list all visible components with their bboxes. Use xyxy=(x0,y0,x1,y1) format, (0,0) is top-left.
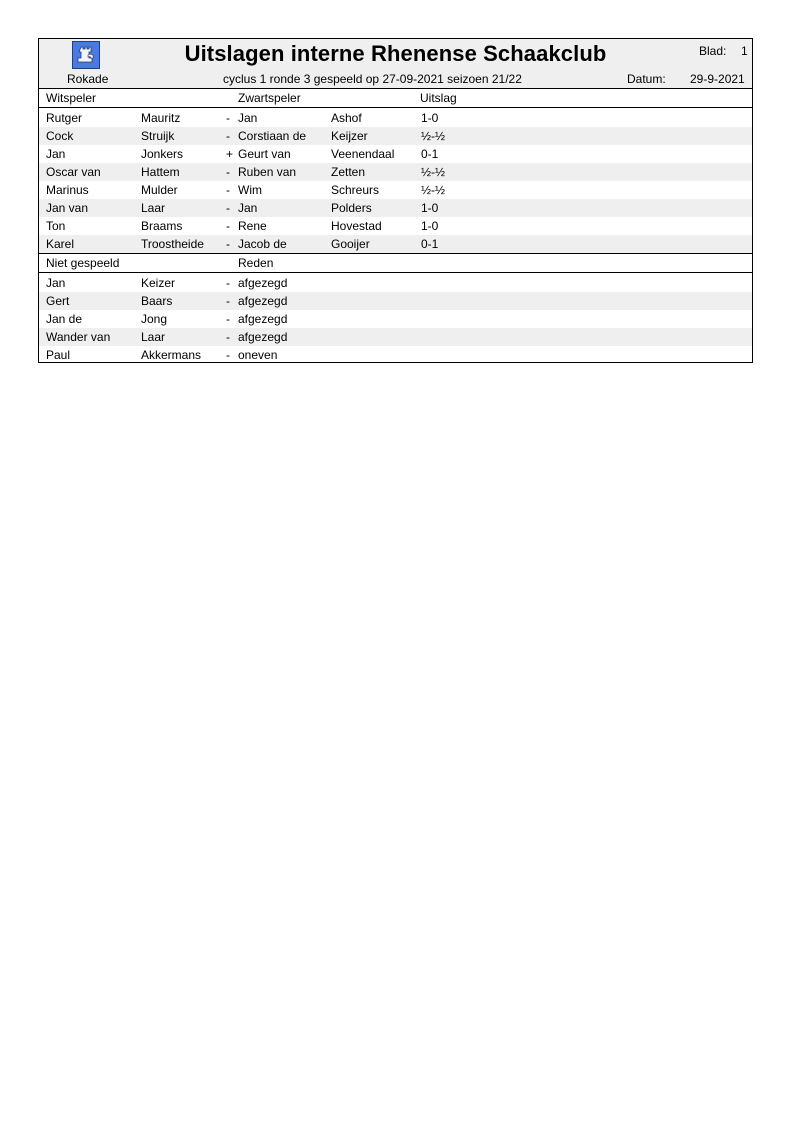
cell-w-first: Karel xyxy=(46,237,75,251)
cell-w-first: Jan van xyxy=(46,201,89,215)
cell-sign: - xyxy=(226,276,230,290)
cell-last: Laar xyxy=(141,330,166,344)
cell-first: Jan de xyxy=(46,312,83,326)
cell-result: 0-1 xyxy=(421,147,439,161)
cell-w-first: Oscar van xyxy=(46,165,101,179)
cell-result: ½-½ xyxy=(421,165,446,179)
cell-b-last: Schreurs xyxy=(331,183,380,197)
cell-w-last: Mauritz xyxy=(141,111,181,125)
cell-result: ½-½ xyxy=(421,129,446,143)
results-header-row xyxy=(39,89,752,107)
cell-b-first: Rene xyxy=(238,219,267,233)
divider xyxy=(39,107,752,108)
cell-result: 0-1 xyxy=(421,237,439,251)
cell-sign: - xyxy=(226,348,230,362)
cell-b-last: Hovestad xyxy=(331,219,382,233)
cell-w-first: Rutger xyxy=(46,111,83,125)
cell-sign: - xyxy=(226,294,230,308)
cell-sign: - xyxy=(226,312,230,326)
cell-sign: - xyxy=(226,219,230,233)
cell-reason: afgezegd xyxy=(238,330,288,344)
cell-result: 1-0 xyxy=(421,219,439,233)
cell-result: 1-0 xyxy=(421,111,439,125)
cell-b-first: Wim xyxy=(238,183,262,197)
cell-b-last: Veenendaal xyxy=(331,147,395,161)
cell-b-last: Gooijer xyxy=(331,237,370,251)
cell-w-last: Braams xyxy=(141,219,183,233)
cell-sign: - xyxy=(226,201,230,215)
cell-result: 1-0 xyxy=(421,201,439,215)
cell-w-first: Cock xyxy=(46,129,74,143)
cell-result: ½-½ xyxy=(421,183,446,197)
cell-first: Gert xyxy=(46,294,70,308)
cell-w-last: Jonkers xyxy=(141,147,184,161)
cell-sign: - xyxy=(226,330,230,344)
cell-first: Jan xyxy=(46,276,66,290)
table-row xyxy=(39,235,752,253)
table-row xyxy=(39,199,752,217)
cell-last: Jong xyxy=(141,312,168,326)
cell-reason: afgezegd xyxy=(238,312,288,326)
cell-sign: + xyxy=(226,147,234,161)
page-title: Uitslagen interne Rhenense Schaakclub xyxy=(184,41,607,66)
table-row xyxy=(39,181,752,199)
cell-w-first: Ton xyxy=(46,219,66,233)
table-row xyxy=(39,274,752,292)
cell-b-last: Ashof xyxy=(331,111,362,125)
cell-b-first: Jan xyxy=(238,111,258,125)
datum-value: 29-9-2021 xyxy=(690,72,745,86)
cell-b-last: Polders xyxy=(331,201,372,215)
cell-b-first: Geurt van xyxy=(238,147,291,161)
round-subtitle: cyclus 1 ronde 3 gespeeld op 27-09-2021 seizoen 21/22 xyxy=(223,72,522,86)
cell-w-first: Marinus xyxy=(46,183,89,197)
cell-first: Paul xyxy=(46,348,71,362)
table-row xyxy=(39,310,752,328)
table-row xyxy=(39,163,752,181)
cell-b-first: Corstiaan de xyxy=(238,129,307,143)
cell-sign: - xyxy=(226,165,230,179)
cell-last: Akkermans xyxy=(141,348,202,362)
blad-value: 1 xyxy=(741,44,748,58)
cell-b-last: Zetten xyxy=(331,165,366,179)
cell-w-first: Jan xyxy=(46,147,66,161)
table-row xyxy=(39,127,752,145)
col-white-header: Witspeler xyxy=(46,91,97,105)
cell-b-first: Ruben van xyxy=(238,165,297,179)
not-played-header-row xyxy=(39,254,752,272)
cell-sign: - xyxy=(226,183,230,197)
cell-b-first: Jan xyxy=(238,201,258,215)
cell-w-last: Laar xyxy=(141,201,166,215)
table-row xyxy=(39,346,752,364)
col-result-header: Uitslag xyxy=(420,91,457,105)
datum-label: Datum: xyxy=(627,72,666,86)
cell-sign: - xyxy=(226,129,230,143)
blad-label: Blad: xyxy=(699,44,727,58)
table-row xyxy=(39,292,752,310)
club-name: Rokade xyxy=(67,72,109,86)
table-row xyxy=(39,328,752,346)
table-row xyxy=(39,145,752,163)
cell-last: Keizer xyxy=(141,276,176,290)
sheet-header xyxy=(39,39,752,89)
col-not-played-header: Niet gespeeld xyxy=(46,256,120,270)
cell-w-last: Struijk xyxy=(141,129,175,143)
cell-reason: afgezegd xyxy=(238,276,288,290)
col-black-header: Zwartspeler xyxy=(238,91,301,105)
cell-b-first: Jacob de xyxy=(238,237,287,251)
col-reason-header: Reden xyxy=(238,256,274,270)
divider xyxy=(39,272,752,273)
cell-b-last: Keijzer xyxy=(331,129,368,143)
cell-w-last: Hattem xyxy=(141,165,180,179)
cell-last: Baars xyxy=(141,294,173,308)
results-sheet xyxy=(38,38,753,363)
cell-sign: - xyxy=(226,111,230,125)
table-row xyxy=(39,217,752,235)
cell-sign: - xyxy=(226,237,230,251)
cell-w-last: Troostheide xyxy=(141,237,204,251)
cell-reason: oneven xyxy=(238,348,278,362)
cell-first: Wander van xyxy=(46,330,111,344)
table-row xyxy=(39,109,752,127)
cell-reason: afgezegd xyxy=(238,294,288,308)
cell-w-last: Mulder xyxy=(141,183,178,197)
